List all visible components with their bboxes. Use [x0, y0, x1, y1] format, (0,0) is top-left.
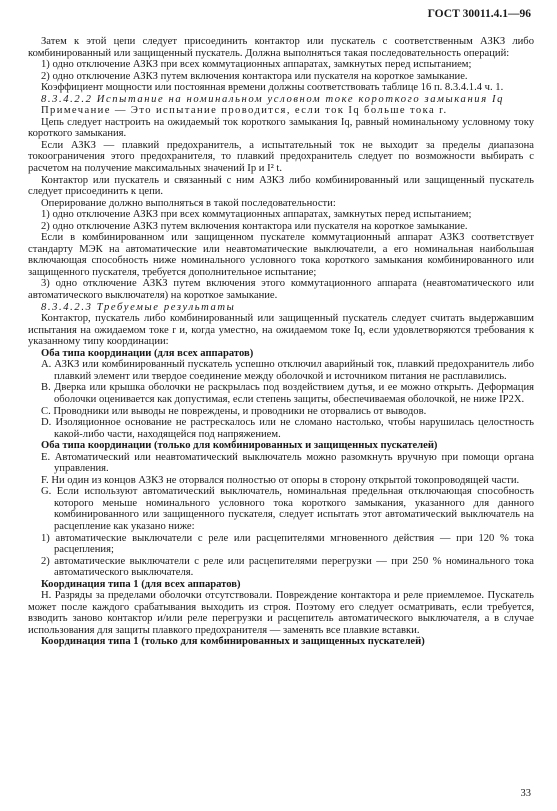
paragraph: Если АЗКЗ — плавкий предохранитель, а испытательный ток не выходит за пределы диапазона токоограничения этого предохранителя, то плавкий предохранитель следует по возможности выбирать с расчетом на получение максимальных значений Ip и I² t.: [28, 139, 534, 175]
paragraph: Коэффициент мощности или постоянная времени должны соответствовать таблице 16 п. 8.3.4.1.4 ч. 1.: [41, 82, 504, 94]
list-item: Е. Автоматический или неавтоматический выключатель можно разомкнуть вручную при помощи органа управления.: [41, 451, 534, 475]
list-item: 1) автоматические выключатели с реле или расцепителями мгновенного действия — при 120 % тока расцепления;: [41, 532, 534, 556]
paragraph: Контактор, пускатель либо комбинированный или защищенный пускатель следует считать выдержавшим испытания на ожидаемом токе r и, когда уместно, на ожидаемом токе Iq, если удовлетворяются требования к указанному типу координации:: [28, 313, 534, 348]
section-heading: Координация типа 1 (для всех аппаратов): [41, 578, 241, 590]
paragraph: Затем к этой цепи следует присоединить контактор или пускатель с соответственным АЗКЗ либо комбинированный или защищенный пускатель. Должна выполняться такая последовательность операций:: [28, 36, 534, 59]
paragraph: Примечание — Это испытание проводится, если ток Iq больше тока r.: [41, 105, 448, 117]
paragraph: Если в комбинированном или защищенном пускателе коммутационный аппарат АЗКЗ соответствует стандарту МЭК на автоматические или неавтоматические выключатели, а его номинальная наибольшая включающая способность ниже номинального условного тока короткого замыкания комбинированного или защищенного пускателя, требуется дополнительное испытание;: [28, 232, 534, 278]
paragraph: 8.3.4.2.3 Требуемые результаты: [41, 301, 236, 313]
list-item: D. Изоляционное основание не растрескалось или не сломано настолько, чтобы нарушилась целостность какой-либо части, находящейся под напряжением.: [41, 417, 534, 440]
paragraph: Н. Разряды за пределами оболочки отсутствовали. Повреждение контактора и реле приемлемое. Пускатель может после каждого срабатывания выходить из строя. Поэтому его следует осматривать, если требуется, взводить заново контактор и/или реле перегрузки и расцепитель автоматического выключателя, а в случае использования для защиты плавкого предохранителя — заменять все плавкие вставки.: [28, 590, 534, 636]
list-item: А. АЗКЗ или комбинированный пускатель успешно отключил аварийный ток, плавкий предохранитель либо плавкий элемент или твердое соединение между оболочкой и источником питания не расплавились.: [41, 359, 534, 382]
list-item: С. Проводники или выводы не повреждены, и проводники не оторвались от выводов.: [41, 405, 427, 417]
paragraph: Цепь следует настроить на ожидаемый ток короткого замыкания Iq, равный номинальному условному току короткого замыкания.: [28, 116, 534, 140]
paragraph: 3) одно отключение АЗКЗ путем включения этого коммутационного аппарата (неавтоматического или автоматического выключателя) на короткое замыкание.: [28, 278, 534, 302]
paragraph: 8.3.4.2.2 Испытание на номинальном условном токе короткого замыкания Iq: [41, 93, 505, 105]
list-item: G. Если используют автоматический выключатель, номинальная предельная отключающая способность которого меньше номинального условного тока короткого замыкания, указанного для данного комбинированного или защищенного пускателя, следует испытать этот автоматический выключатель на расцепление как указано ниже:: [41, 486, 534, 532]
document-body: [28, 36, 534, 648]
section-heading: Координация типа 1 (только для комбинированных и защищенных пускателей): [41, 636, 425, 648]
paragraph: Оперирование должно выполняться в такой последовательности:: [41, 197, 336, 209]
paragraph: 2) одно отключение АЗКЗ путем включения контактора или пускателя на короткое замыкание.: [41, 220, 468, 232]
list-item: В. Дверка или крышка оболочки не раскрылась под воздействием дутья, и ее можно открыть. Деформация оболочки оценивается как допустимая, если степень защиты, обеспечиваемая оболочкой, не ниже IP2X.: [41, 382, 534, 405]
paragraph: 2) одно отключение АЗКЗ путем включения контактора или пускателя на короткое замыкание.: [41, 70, 468, 82]
page-number: 33: [520, 788, 531, 799]
paragraph: 1) одно отключение АЗКЗ при всех коммутационных аппаратах, замкнутых перед испытанием;: [41, 59, 472, 71]
paragraph: 1) одно отключение АЗКЗ при всех коммутационных аппаратах, замкнутых перед испытанием;: [41, 209, 472, 221]
list-item: 2) автоматические выключатели с реле или расцепителями перегрузки — при 250 % номинального тока автоматического выключателя.: [41, 555, 534, 579]
list-item: F. Ни один из концов АЗКЗ не оторвался полностью от опоры в сторону открытой токопроводящей части.: [41, 474, 520, 486]
section-heading: Оба типа координации (только для комбинированных и защищенных пускателей): [41, 440, 438, 452]
standard-header: ГОСТ 30011.4.1—96: [427, 8, 531, 20]
paragraph: Контактор или пускатель и связанный с ним АЗКЗ либо комбинированный или защищенный пускатель следует присоединить к цепи.: [28, 174, 534, 198]
section-heading: Оба типа координации (для всех аппаратов): [41, 347, 254, 359]
